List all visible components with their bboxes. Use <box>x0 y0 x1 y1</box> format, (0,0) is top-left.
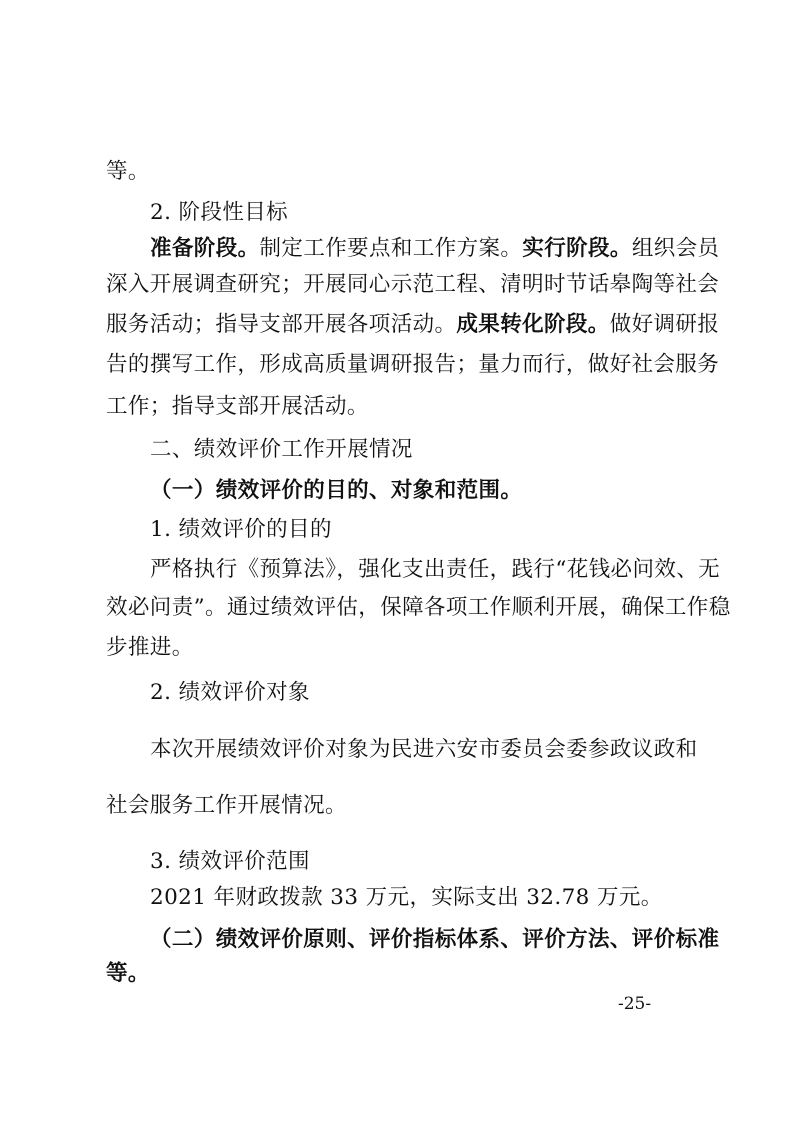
bold-phrase: 成果转化阶段。 <box>456 312 610 337</box>
text-line <box>106 311 720 339</box>
text-line: 等。 <box>106 159 150 184</box>
section-heading: 二、绩效评价工作开展情况 <box>150 437 413 462</box>
text-line: 社会服务工作开展情况。 <box>106 793 347 818</box>
text-line: 2. 绩效评价对象 <box>150 680 310 705</box>
bold-phrase: 准备阶段。 <box>150 236 260 261</box>
text-line: 工作；指导支部开展活动。 <box>106 394 369 419</box>
text-line <box>150 235 720 263</box>
text-line: 1. 绩效评价的目的 <box>150 517 332 542</box>
text-line: 2. 阶段性目标 <box>150 200 289 225</box>
page-number: -25- <box>618 994 652 1014</box>
text-line: 效必问责”。通过绩效评估，保障各项工作顺利开展，确保工作稳 <box>106 595 731 620</box>
bold-phrase: 实行阶段。 <box>522 236 632 261</box>
text-span: 做好调研报 <box>609 312 720 337</box>
text-line: 本次开展绩效评价对象为民进六安市委员会委参政议政和 <box>150 737 698 762</box>
text-span: 服务活动；指导支部开展各项活动。 <box>106 312 457 337</box>
text-line: 严格执行《预算法》，强化支出责任，践行“花钱必问效、无 <box>150 557 721 582</box>
subsection-heading: 等。 <box>106 961 150 986</box>
text-line: 3. 绩效评价范围 <box>150 849 310 874</box>
text-line: 2021 年财政拨款 33 万元，实际支出 32.78 万元。 <box>150 885 663 910</box>
text-line: 深入开展调查研究；开展同心示范工程、清明时节话皋陶等社会 <box>106 272 720 297</box>
text-line: 步推进。 <box>106 635 194 660</box>
text-span: 组织会员 <box>631 236 720 261</box>
subsection-heading: （二）绩效评价原则、评价指标体系、评价方法、评价标准 <box>150 927 720 952</box>
text-line: 告的撰写工作，形成高质量调研报告；量力而行，做好社会服务 <box>106 352 720 377</box>
text-span: 制定工作要点和工作方案。 <box>259 236 523 261</box>
subsection-heading: （一）绩效评价的目的、对象和范围。 <box>150 478 523 503</box>
